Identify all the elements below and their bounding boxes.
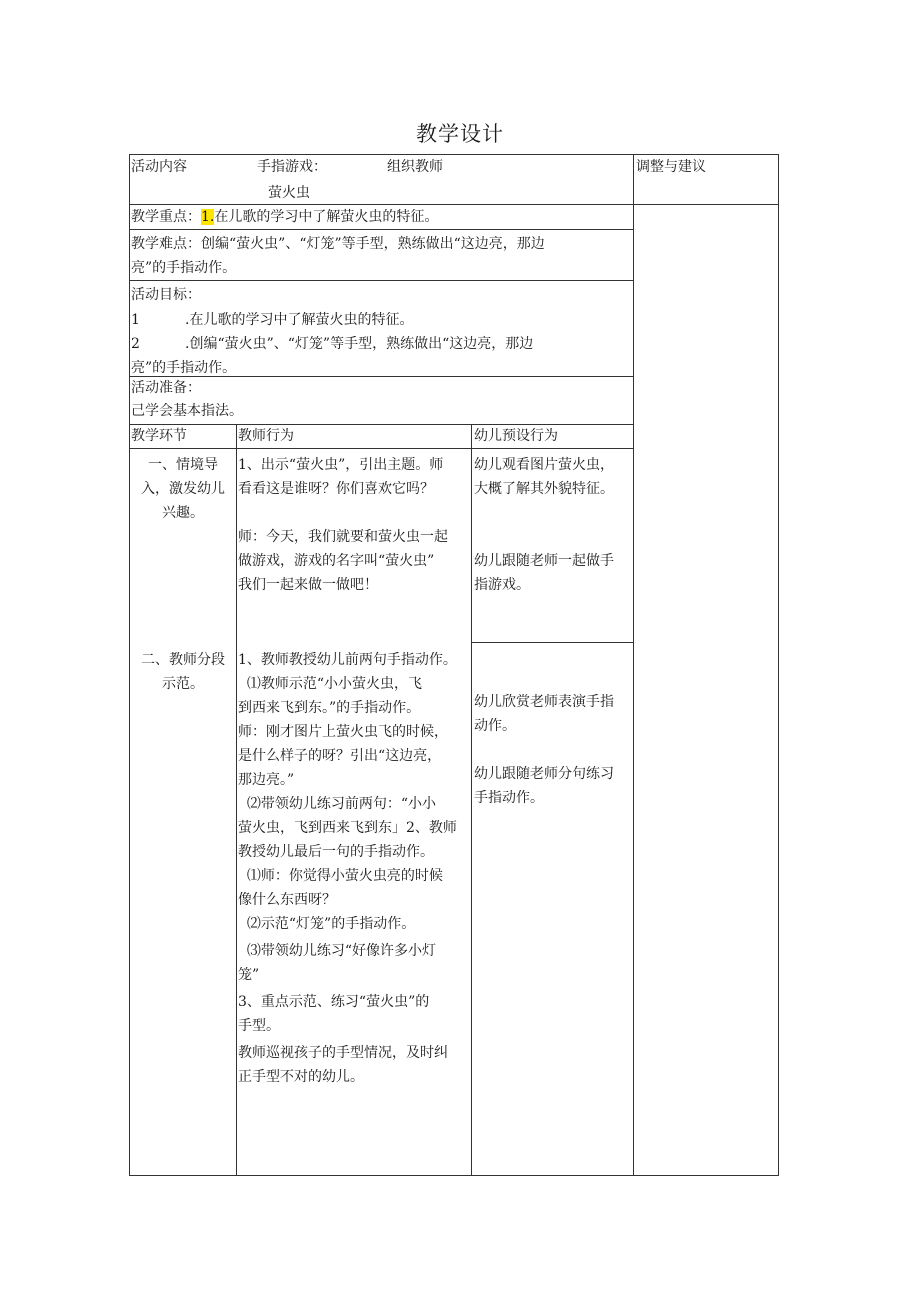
teacher-line: ⑵带领幼儿练习前两句：“小小	[238, 796, 437, 812]
child-line: 动作。	[474, 718, 516, 734]
activity-name: 手指游戏：	[257, 159, 327, 175]
goal-text-cont: 亮”的手指动作。	[131, 360, 237, 376]
key-point	[131, 205, 438, 229]
teacher-line: 是什么样子的呀？引出“这边亮，	[238, 748, 442, 764]
teacher-line: ⑴教师示范“小小萤火虫，飞	[238, 676, 423, 692]
page-title: 教学设计	[416, 122, 504, 146]
child-line: 幼儿跟随老师一起做手	[474, 553, 614, 569]
goal-num: 1	[131, 312, 140, 328]
teacher-line: ⑵示范“灯笼”的手指动作。	[238, 916, 416, 932]
teacher-line: 教师巡视孩子的手型情况，及时纠	[238, 1045, 448, 1061]
teacher-line: 手型。	[238, 1018, 280, 1034]
teacher-line: 正手型不对的幼儿。	[238, 1069, 364, 1085]
teacher-line: 笼”	[238, 967, 260, 983]
child-line: 幼儿跟随老师分句练习	[474, 766, 614, 782]
teacher-line: 像什么东西呀？	[238, 892, 336, 908]
child-line: 幼儿观看图片萤火虫，	[474, 457, 614, 473]
stage-line: 入，激发幼儿	[141, 481, 225, 497]
column-header-teacher: 教师行为	[238, 428, 294, 444]
stage-line: 二、教师分段	[141, 652, 225, 668]
teacher-line: 1、教师教授幼儿前两句手指动作。	[238, 652, 457, 668]
teacher-line: 那边亮。”	[238, 772, 295, 788]
teacher-line: ⑴师：你觉得小萤火虫亮的时候	[238, 868, 443, 884]
stage-line: 示范。	[162, 676, 204, 692]
teacher-line: 萤火虫，飞到西来飞到东」2、教师	[238, 820, 457, 836]
key-point-label: 教学重点：	[131, 209, 201, 225]
organizer-label: 组织教师	[387, 159, 443, 175]
key-point-text: 在儿歌的学习中了解萤火虫的特征。	[214, 209, 439, 225]
teacher-line: ⑶带领幼儿练习“好像许多小灯	[238, 943, 437, 959]
activity-name-cont: 萤火虫	[268, 185, 310, 201]
goal-text: .创编“萤火虫”、“灯笼”等手型，熟练做出“这边亮，那边	[185, 336, 534, 352]
preparation-text: 己学会基本指法。	[131, 403, 243, 419]
child-line: 幼儿欣赏老师表演手指	[474, 694, 614, 710]
teacher-line: 师：今天，我们就要和萤火虫一起	[238, 529, 448, 545]
goals-label: 活动目标：	[131, 287, 201, 303]
teacher-line: 看看这是谁呀？你们喜欢它吗？	[238, 481, 434, 497]
child-line: 指游戏。	[474, 577, 530, 593]
teacher-line: 我们一起来做一做吧！	[238, 577, 378, 593]
column-header-stage: 教学环节	[131, 428, 187, 444]
column-header-child: 幼儿预设行为	[474, 428, 558, 444]
suggestion-label: 调整与建议	[636, 159, 706, 175]
preparation-label: 活动准备：	[131, 380, 201, 396]
difficulty-line2: 亮”的手指动作。	[131, 260, 237, 276]
stage-line: 兴趣。	[162, 505, 204, 521]
teacher-line: 教授幼儿最后一句的手指动作。	[238, 844, 434, 860]
key-point-number: 1.	[201, 209, 215, 225]
teacher-line: 师：刚才图片上萤火虫飞的时候，	[238, 724, 448, 740]
goal-text: .在儿歌的学习中了解萤火虫的特征。	[185, 312, 414, 328]
child-line: 手指动作。	[474, 790, 544, 806]
stage-line: 一、情境导	[148, 457, 218, 473]
teacher-line: 3、重点示范、练习“萤火虫”的	[238, 994, 430, 1010]
difficulty-line1: 教学难点：创编“萤火虫”、“灯笼”等手型，熟练做出“这边亮，那边	[131, 236, 545, 252]
teacher-line: 做游戏，游戏的名字叫“萤火虫”	[238, 553, 435, 569]
teacher-line: 1、出示“萤火虫”，引出主题。师	[238, 457, 444, 473]
activity-content-label: 活动内容	[131, 159, 187, 175]
child-line: 大概了解其外貌特征。	[474, 481, 614, 497]
goal-num: 2	[131, 336, 140, 352]
teacher-line: 到西来飞到东。”的手指动作。	[238, 700, 421, 716]
